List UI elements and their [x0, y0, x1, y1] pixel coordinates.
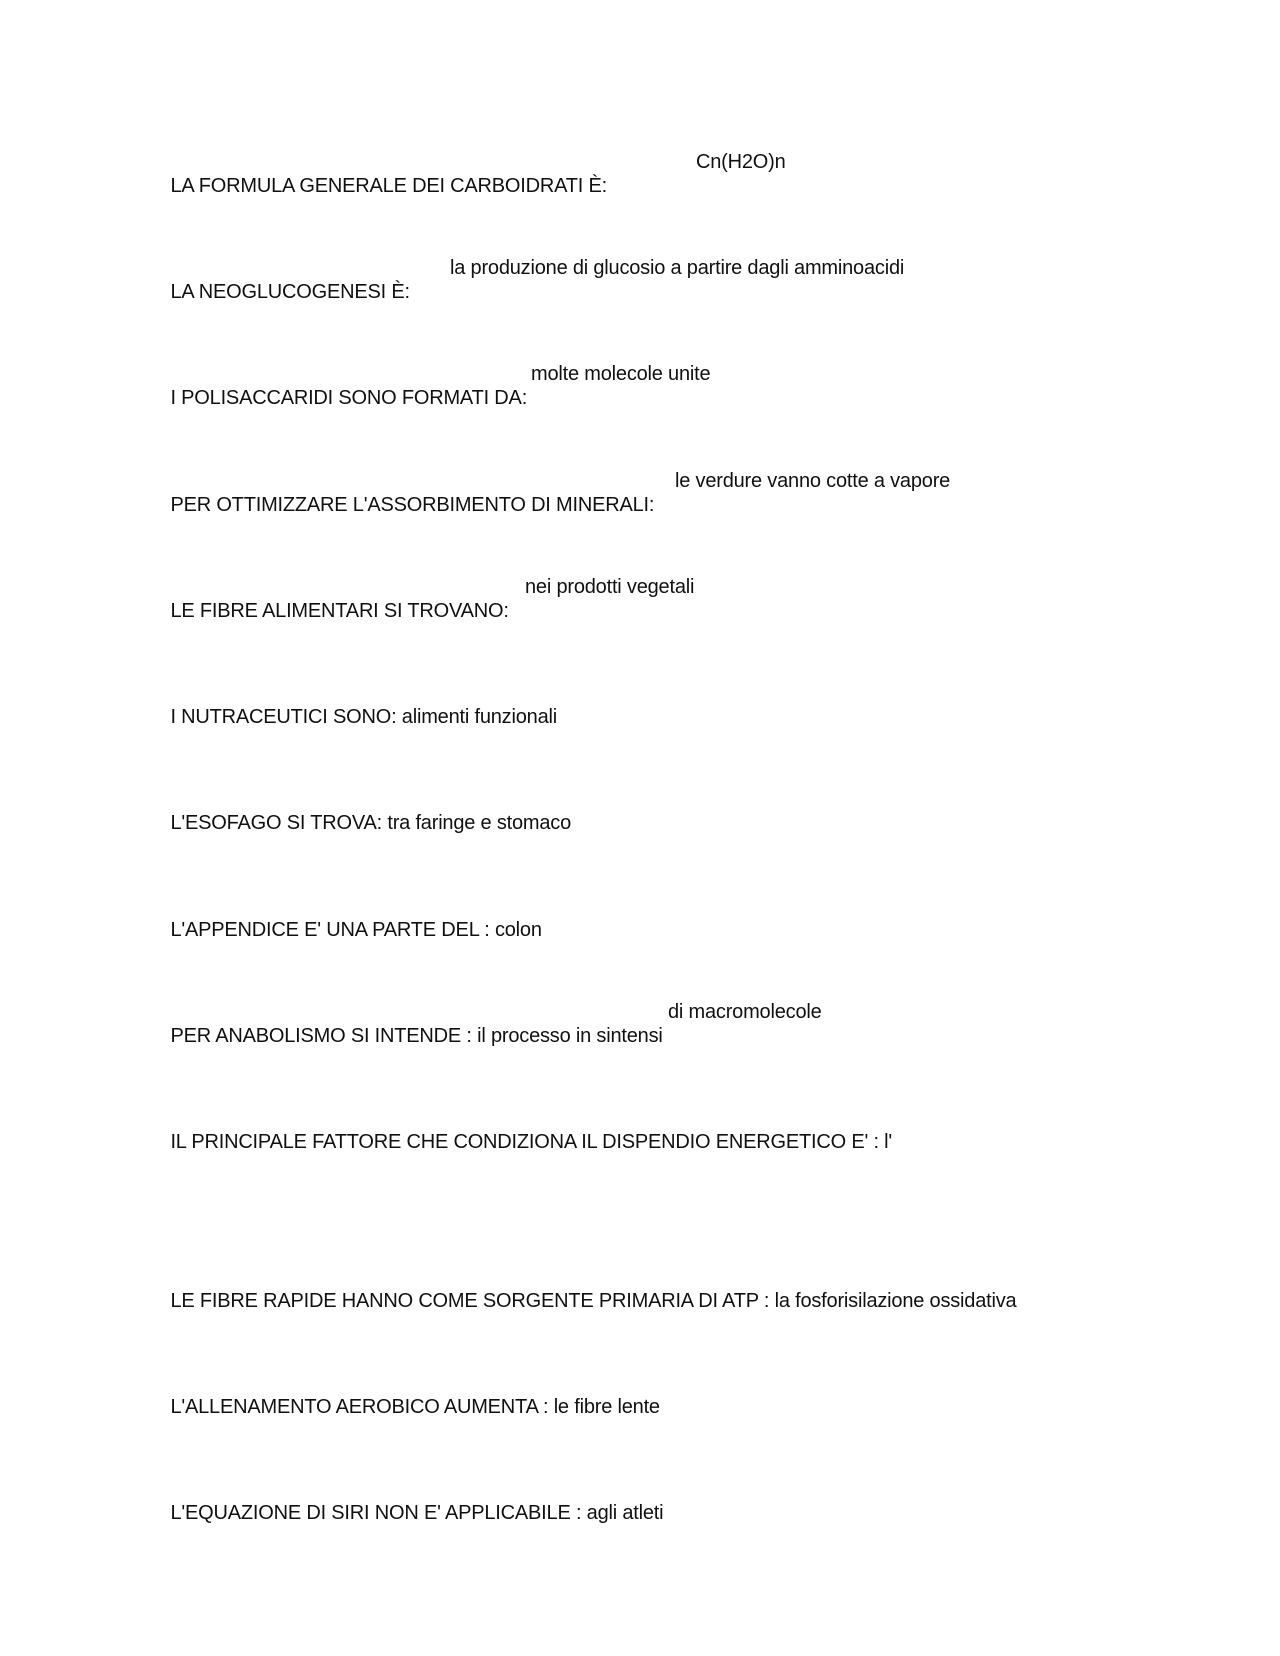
answer-text: di macromolecole	[668, 1001, 822, 1023]
question-line	[149, 1371, 660, 1443]
question-line	[149, 469, 951, 565]
answer-text: nei prodotti vegetali	[525, 576, 695, 598]
question-text: L'APPENDICE E' UNA PARTE DEL : colon	[170, 919, 542, 941]
question-text: LE FIBRE ALIMENTARI SI TROVANO:	[170, 600, 509, 622]
question-text: LA FORMULA GENERALE DEI CARBOIDRATI È:	[170, 175, 608, 197]
question-line	[149, 256, 905, 352]
question-line	[149, 681, 557, 753]
answer-text: Cn(H2O)n	[696, 151, 786, 173]
question-line	[149, 362, 711, 458]
answer-text: molte molecole unite	[531, 363, 711, 385]
question-text: PER ANABOLISMO SI INTENDE : il processo in sintensi	[170, 1025, 663, 1047]
question-line	[149, 150, 786, 246]
question-line	[149, 1106, 892, 1178]
question-line	[149, 787, 571, 859]
question-text: PER OTTIMIZZARE L'ASSORBIMENTO DI MINERALI:	[170, 494, 655, 516]
question-text: I POLISACCARIDI SONO FORMATI DA:	[170, 387, 528, 409]
question-text: L'EQUAZIONE DI SIRI NON E' APPLICABILE : agli atleti	[170, 1502, 664, 1524]
question-line	[149, 894, 542, 966]
question-text: LE FIBRE RAPIDE HANNO COME SORGENTE PRIMARIA DI ATP : la fosforisilazione ossidativa	[170, 1290, 1017, 1312]
question-line	[149, 1265, 1016, 1337]
question-line	[149, 1000, 822, 1096]
question-text: IL PRINCIPALE FATTORE CHE CONDIZIONA IL DISPENDIO ENERGETICO E' : l'	[170, 1131, 893, 1153]
question-text: L'ALLENAMENTO AEROBICO AUMENTA : le fibre lente	[170, 1396, 660, 1418]
question-text: L'ESOFAGO SI TROVA: tra faringe e stomaco	[170, 812, 572, 834]
question-line	[149, 1477, 663, 1549]
question-line	[149, 575, 695, 671]
question-text: LA NEOGLUCOGENESI È:	[170, 281, 410, 303]
answer-text: le verdure vanno cotte a vapore	[675, 470, 951, 492]
answer-text: la produzione di glucosio a partire dagli amminoacidi	[450, 257, 905, 279]
question-text: I NUTRACEUTICI SONO: alimenti funzionali	[170, 706, 557, 728]
